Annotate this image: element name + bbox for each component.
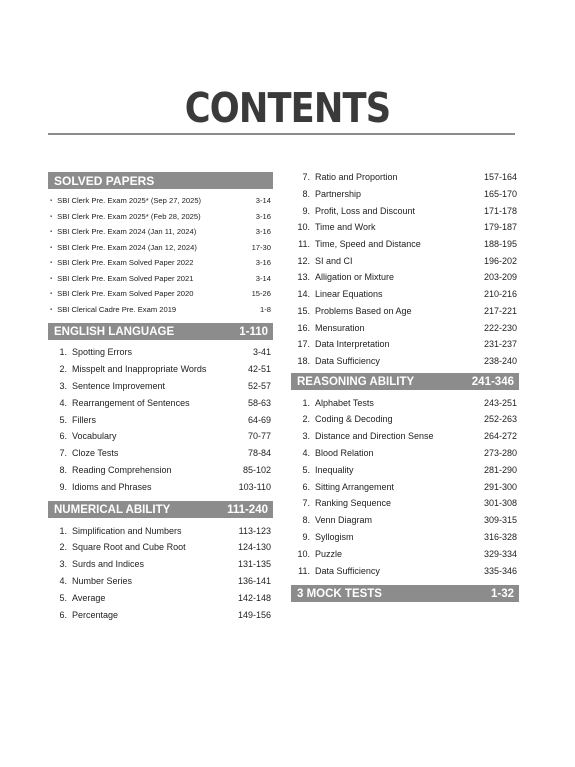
- section-title: ENGLISH LANGUAGE: [54, 325, 175, 338]
- toc-entry-label-group: [295, 498, 391, 508]
- toc-entry-label-group: [295, 356, 380, 366]
- toc-entry-title: Time and Work: [315, 222, 376, 233]
- toc-entry-page-range: 179-187: [483, 222, 517, 233]
- section-english-language: [48, 323, 273, 501]
- toc-entry-page-range: 238-240: [483, 355, 517, 366]
- toc-entry-label-group: [52, 482, 152, 492]
- toc-entry: [295, 219, 517, 236]
- toc-entry: [50, 271, 271, 287]
- toc-entry-page-range: 335-346: [483, 565, 517, 576]
- toc-entry-title: Alligation or Mixture: [315, 272, 395, 283]
- toc-entry-number: 4.: [302, 448, 310, 459]
- toc-entry: [52, 394, 271, 411]
- toc-entry-page-range: 157-164: [483, 172, 517, 183]
- toc-entry-page-range: 273-280: [483, 448, 517, 459]
- toc-entry-title: Vocabulary: [72, 431, 117, 442]
- toc-entry-label-group: [52, 448, 118, 458]
- toc-entry-number: 15.: [297, 305, 310, 316]
- toc-entry-label-group: [52, 415, 96, 425]
- toc-entry: [295, 169, 517, 186]
- toc-entry-number: 17.: [297, 339, 310, 350]
- numerical-ability-list: [48, 518, 273, 623]
- toc-entry-page-range: 3-16: [255, 211, 271, 221]
- toc-entry-title: Venn Diagram: [315, 515, 373, 526]
- section-reasoning-ability: [291, 373, 519, 585]
- toc-entry-title: Puzzle: [315, 548, 343, 559]
- toc-entry-number: 14.: [297, 289, 310, 300]
- toc-entry-label-group: [52, 526, 182, 536]
- toc-entry-title: Number Series: [72, 575, 133, 586]
- toc-entry: [52, 556, 271, 573]
- toc-entry-number: 13.: [297, 272, 310, 283]
- toc-entry-page-range: 171-178: [483, 205, 517, 216]
- toc-entry-title: ▪ SBI Clerk Pre. Exam 2025* (Feb 28, 2025): [50, 212, 201, 221]
- toc-entry-label-group: [52, 465, 172, 475]
- section-header-mock-tests: [291, 585, 519, 602]
- section-header-numerical-ability: [48, 501, 273, 518]
- toc-entry-title: Sitting Arrangement: [315, 481, 395, 492]
- toc-entry-page-range: 188-195: [483, 239, 517, 250]
- toc-entry-title: Inequality: [315, 464, 354, 475]
- toc-entry-label-group: [52, 398, 190, 408]
- toc-entry-label-group: [295, 289, 383, 299]
- numerical-ability-list-continued: [291, 168, 519, 373]
- toc-entry: [50, 255, 271, 271]
- reasoning-ability-list: [291, 390, 519, 585]
- toc-entry-number: 7.: [302, 498, 310, 509]
- toc-entry-page-range: 301-308: [483, 498, 517, 509]
- toc-entry-label-group: [295, 272, 394, 282]
- toc-entry-label-group: [52, 610, 118, 620]
- toc-entry-number: 10.: [297, 222, 310, 233]
- toc-entry: [50, 224, 271, 240]
- toc-entry: [52, 539, 271, 556]
- toc-entry: [295, 186, 517, 203]
- toc-entry-number: 1.: [302, 397, 310, 408]
- toc-entry-title: Square Root and Cube Root: [72, 542, 186, 553]
- toc-entry-page-range: 42-51: [247, 364, 271, 375]
- toc-entry-label-group: [52, 347, 132, 357]
- toc-entry-page-range: 196-202: [483, 255, 517, 266]
- toc-entry-number: 10.: [297, 548, 310, 559]
- toc-entry: [50, 240, 271, 256]
- right-column: [291, 168, 519, 602]
- toc-entry-page-range: 64-69: [247, 414, 271, 425]
- toc-entry: [295, 562, 517, 579]
- toc-entry-number: 16.: [297, 322, 310, 333]
- toc-entry-number: 2.: [59, 542, 67, 553]
- toc-entry-title: Cloze Tests: [72, 448, 119, 459]
- toc-entry-number: 11.: [298, 565, 310, 576]
- toc-entry: [52, 478, 271, 495]
- toc-entry: [52, 378, 271, 395]
- toc-entry-number: 5.: [59, 414, 67, 425]
- toc-entry-number: 18.: [297, 355, 310, 366]
- toc-entry-label-group: [295, 398, 374, 408]
- toc-entry: [52, 428, 271, 445]
- toc-entry-title: Data Interpretation: [315, 339, 390, 350]
- toc-entry-label-group: [52, 542, 186, 552]
- toc-entry: [295, 269, 517, 286]
- toc-entry-page-range: 252-263: [483, 414, 517, 425]
- toc-entry-page-range: 17-30: [251, 242, 271, 252]
- toc-entry-title: ▪ SBI Clerk Pre. Exam 2024 (Jan 12, 2024): [50, 243, 197, 252]
- toc-entry: [52, 606, 271, 623]
- toc-entry-page-range: 70-77: [247, 431, 271, 442]
- toc-entry-label-group: [295, 482, 394, 492]
- toc-entry-label-group: [52, 364, 206, 374]
- toc-entry: [295, 495, 517, 512]
- toc-entry: [295, 336, 517, 353]
- toc-entry: [295, 428, 517, 445]
- toc-entry: [295, 303, 517, 320]
- toc-entry-label-group: [295, 532, 354, 542]
- toc-entry: [52, 462, 271, 479]
- toc-entry-number: 1.: [59, 525, 67, 536]
- toc-entry-page-range: 3-14: [255, 196, 271, 206]
- toc-entry-label-group: [295, 189, 361, 199]
- toc-entry-title: ▪ SBI Clerk Pre. Exam Solved Paper 2021: [50, 274, 193, 283]
- toc-entry-page-range: 149-156: [237, 609, 271, 620]
- toc-entry: [295, 478, 517, 495]
- toc-entry-title: Rearrangement of Sentences: [72, 397, 190, 408]
- toc-entry-page-range: 3-16: [255, 258, 271, 268]
- toc-entry-number: 4.: [59, 397, 67, 408]
- toc-entry-title: Percentage: [72, 609, 119, 620]
- toc-entry-page-range: 58-63: [247, 397, 271, 408]
- toc-entry-page-range: 136-141: [237, 575, 271, 586]
- toc-entry-title: Reading Comprehension: [72, 464, 172, 475]
- section-numerical-ability: [48, 501, 273, 623]
- toc-entry-label-group: [52, 576, 132, 586]
- toc-entry-title: Profit, Loss and Discount: [315, 205, 416, 216]
- toc-entry: [52, 361, 271, 378]
- toc-entry-title: Problems Based on Age: [315, 305, 412, 316]
- toc-entry-label-group: [52, 381, 165, 391]
- section-header-reasoning-ability: [291, 373, 519, 390]
- toc-entry-label-group: [52, 559, 144, 569]
- toc-entry-page-range: 103-110: [238, 481, 271, 492]
- section-title: SOLVED PAPERS: [54, 173, 155, 188]
- toc-entry-number: 12.: [297, 255, 310, 266]
- toc-entry: [52, 589, 271, 606]
- toc-entry-label-group: [295, 431, 434, 441]
- toc-entry-page-range: 291-300: [483, 481, 517, 492]
- toc-entry: [295, 545, 517, 562]
- toc-entry: [295, 286, 517, 303]
- toc-entry-title: Mensuration: [315, 322, 365, 333]
- toc-entry: [50, 302, 271, 318]
- toc-entry-page-range: 85-102: [242, 464, 271, 475]
- toc-entry-number: 8.: [302, 189, 310, 200]
- toc-entry-title: ▪ SBI Clerical Cadre Pre. Exam 2019: [50, 305, 176, 314]
- left-column: [48, 172, 273, 623]
- toc-entry-page-range: 217-221: [483, 305, 517, 316]
- section-title: NUMERICAL ABILITY: [54, 503, 171, 516]
- toc-entry-label-group: [295, 549, 342, 559]
- toc-entry-page-range: 329-334: [483, 548, 517, 559]
- toc-entry-label-group: [52, 431, 117, 441]
- section-header-solved-papers: [48, 172, 273, 189]
- toc-entry-label-group: [295, 566, 380, 576]
- toc-entry-number: 1.: [59, 347, 67, 358]
- toc-entry-title: Time, Speed and Distance: [315, 239, 421, 250]
- toc-entry-page-range: 243-251: [483, 397, 517, 408]
- toc-entry-page-range: 309-315: [483, 515, 517, 526]
- toc-entry-number: 3.: [59, 380, 67, 391]
- toc-entry-number: 7.: [59, 448, 67, 459]
- toc-entry-number: 2.: [302, 414, 310, 425]
- toc-entry-title: ▪ SBI Clerk Pre. Exam Solved Paper 2022: [50, 258, 193, 267]
- toc-entry: [295, 202, 517, 219]
- toc-entry: [295, 512, 517, 529]
- toc-entry-label-group: [295, 323, 365, 333]
- toc-entry: [50, 286, 271, 302]
- english-language-list: [48, 340, 273, 501]
- toc-entry-page-range: 142-148: [237, 592, 271, 603]
- toc-entry-title: Alphabet Tests: [315, 397, 374, 408]
- toc-entry-label-group: [295, 206, 415, 216]
- toc-entry-number: 9.: [302, 532, 310, 543]
- toc-entry-page-range: 1-8: [260, 304, 271, 314]
- toc-entry-title: Blood Relation: [315, 448, 374, 459]
- section-title: REASONING ABILITY: [297, 375, 415, 388]
- toc-entry-page-range: 210-216: [483, 289, 517, 300]
- toc-entry-label-group: [295, 515, 372, 525]
- toc-entry-number: 3.: [302, 431, 310, 442]
- toc-entry-number: 3.: [59, 559, 67, 570]
- toc-entry-title: Linear Equations: [315, 289, 383, 300]
- toc-entry-number: 8.: [302, 515, 310, 526]
- toc-entry-number: 9.: [59, 481, 67, 492]
- toc-entry-label-group: [295, 306, 412, 316]
- toc-entry: [295, 411, 517, 428]
- section-title: 3 MOCK TESTS: [297, 587, 382, 600]
- toc-entry-page-range: 3-16: [255, 227, 271, 237]
- toc-entry-label-group: [52, 593, 105, 603]
- toc-entry-title: Misspelt and Inappropriate Words: [72, 364, 207, 375]
- toc-entry-number: 11.: [298, 239, 310, 250]
- toc-entry: [295, 529, 517, 546]
- toc-entry-page-range: 3-41: [252, 347, 271, 358]
- section-mock-tests: [291, 585, 519, 602]
- toc-entry-title: Spotting Errors: [72, 347, 133, 358]
- toc-entry: [295, 319, 517, 336]
- toc-entry-title: Fillers: [72, 414, 96, 425]
- page-title: CONTENTS: [184, 84, 391, 132]
- toc-entry: [52, 522, 271, 539]
- toc-entry: [295, 445, 517, 462]
- toc-entry-page-range: 231-237: [483, 339, 517, 350]
- toc-entry-number: 5.: [59, 592, 67, 603]
- toc-entry: [52, 344, 271, 361]
- toc-entry-page-range: 264-272: [483, 431, 517, 442]
- toc-entry-page-range: 203-209: [483, 272, 517, 283]
- section-page-range: 1-110: [239, 325, 268, 338]
- toc-entry-label-group: [295, 256, 353, 266]
- toc-entry: [295, 252, 517, 269]
- toc-entry-number: 6.: [59, 609, 67, 620]
- toc-entry-number: 9.: [302, 205, 310, 216]
- toc-entry: [295, 236, 517, 253]
- toc-entry-number: 4.: [59, 575, 67, 586]
- toc-entry: [50, 209, 271, 225]
- toc-entry-number: 8.: [59, 464, 67, 475]
- toc-entry-title: Average: [72, 592, 106, 603]
- toc-entry-title: Ranking Sequence: [315, 498, 392, 509]
- toc-entry-title: ▪ SBI Clerk Pre. Exam 2024 (Jan 11, 2024): [50, 227, 196, 236]
- toc-entry-number: 6.: [302, 481, 310, 492]
- toc-entry-page-range: 124-130: [237, 542, 271, 553]
- toc-entry-number: 5.: [302, 464, 310, 475]
- toc-entry-title: ▪ SBI Clerk Pre. Exam 2025* (Sep 27, 2025): [50, 196, 201, 205]
- solved-papers-list: [48, 189, 273, 323]
- toc-entry-label-group: [295, 414, 393, 424]
- toc-entry: [50, 193, 271, 209]
- section-header-english-language: [48, 323, 273, 340]
- section-solved-papers: [48, 172, 273, 323]
- toc-entry-number: 6.: [59, 431, 67, 442]
- toc-entry-title: ▪ SBI Clerk Pre. Exam Solved Paper 2020: [50, 289, 193, 298]
- toc-entry-number: 7.: [302, 172, 310, 183]
- toc-entry-title: Sentence Improvement: [72, 380, 166, 391]
- toc-entry-title: Syllogism: [315, 532, 354, 543]
- toc-entry-title: Data Sufficiency: [315, 355, 380, 366]
- toc-entry-page-range: 78-84: [247, 448, 271, 459]
- toc-entry-title: Coding & Decoding: [315, 414, 393, 425]
- toc-entry-title: Idioms and Phrases: [72, 481, 152, 492]
- section-page-range: 241-346: [471, 375, 514, 388]
- toc-entry-label-group: [295, 465, 354, 475]
- toc-entry-title: Distance and Direction Sense: [315, 431, 434, 442]
- section-page-range: 1-32: [490, 587, 514, 600]
- toc-entry-title: Partnership: [315, 189, 362, 200]
- toc-entry-title: Surds and Indices: [72, 559, 145, 570]
- toc-entry-title: Data Sufficiency: [315, 565, 380, 576]
- toc-entry-page-range: 131-135: [237, 559, 271, 570]
- toc-entry-page-range: 281-290: [483, 464, 517, 475]
- toc-entry-title: Ratio and Proportion: [315, 172, 398, 183]
- toc-entry: [295, 394, 517, 411]
- toc-entry-label-group: [295, 239, 421, 249]
- toc-entry-page-range: 3-14: [255, 273, 271, 283]
- toc-entry-page-range: 222-230: [483, 322, 517, 333]
- toc-entry-title: Simplification and Numbers: [72, 525, 182, 536]
- toc-entry: [52, 411, 271, 428]
- toc-entry-label-group: [295, 448, 374, 458]
- section-page-range: 111-240: [227, 503, 268, 516]
- toc-entry-page-range: 15-26: [251, 289, 271, 299]
- toc-entry-label-group: [295, 172, 398, 182]
- toc-entry: [52, 573, 271, 590]
- toc-entry-page-range: 316-328: [483, 532, 517, 543]
- toc-entry: [295, 353, 517, 370]
- title-divider: [48, 133, 515, 135]
- toc-entry-title: SI and CI: [315, 255, 353, 266]
- toc-entry-label-group: [295, 339, 390, 349]
- toc-entry-page-range: 165-170: [483, 189, 517, 200]
- toc-entry: [295, 461, 517, 478]
- toc-entry-page-range: 52-57: [247, 380, 271, 391]
- toc-entry: [52, 445, 271, 462]
- toc-entry-number: 2.: [59, 364, 67, 375]
- toc-entry-page-range: 113-123: [238, 525, 271, 536]
- toc-entry-label-group: [295, 222, 376, 232]
